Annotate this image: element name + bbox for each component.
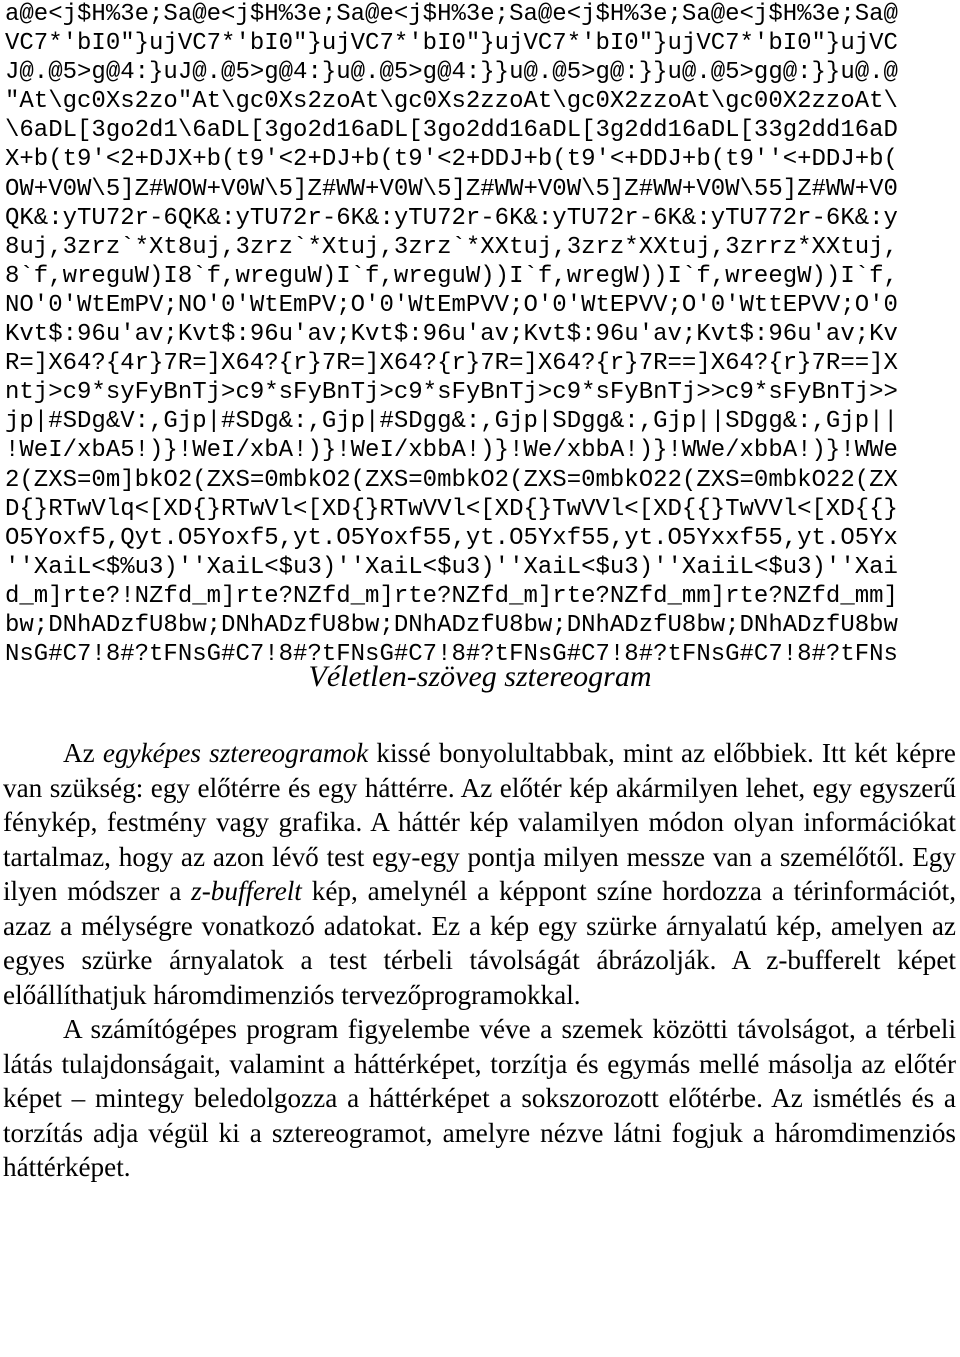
stereogram-line: jp|#SDg&V:,Gjp|#SDg&:,Gjp|#SDgg&:,Gjp|SDgg&:,Gjp||SDgg&:,Gjp|| — [5, 408, 898, 436]
stereogram-line: D{}RTwVlq<[XD{}RTwVl<[XD{}RTwVVl<[XD{}TwVVl<[XD{{}TwVVl<[XD{{} — [5, 495, 898, 523]
body-text — [3, 736, 956, 1185]
stereogram-line: NsG#C7!8#?tFNsG#C7!8#?tFNsG#C7!8#?tFNsG#C7!8#?tFNsG#C7!8#?tFNs — [5, 641, 898, 669]
stereogram-line: bw;DNhADzfU8bw;DNhADzfU8bw;DNhADzfU8bw;DNhADzfU8bw;DNhADzfU8bw — [5, 611, 898, 639]
stereogram-line: O5Yoxf5,Qyt.O5Yoxf5,yt.O5Yoxf55,yt.O5Yxf55,yt.O5Yxxf55,yt.O5Yx — [5, 524, 898, 552]
stereogram-line: ''XaiL<$%u3)''XaiL<$u3)''XaiL<$u3)''XaiL<$u3)''XaiiL<$u3)''Xai — [5, 553, 898, 581]
random-text-stereogram — [0, 0, 960, 669]
stereogram-line: NO'0'WtEmPV;NO'0'WtEmPV;O'0'WtEmPVV;O'0'WtEPVV;O'0'WttEPVV;O'0 — [5, 291, 898, 319]
emphasis-term: egyképes sztereogramok — [102, 738, 369, 768]
paragraph-text: kissé bonyolultabbak, mint az előbbiek. Itt két képre van szükség: egy előtérre és egy háttérre. Az előtér kép akármilyen lehet, egy egyszerű fénykép, festmény vagy grafika. A háttér kép valamilyen módon olyan információkat tartalmaz, hogy az azon lévő test egy-egy pontja milyen messze van a személőtől. Egy ilyen módszer a — [3, 738, 956, 906]
stereogram-line: \6aDL[3go2d1\6aDL[3go2d16aDL[3go2dd16aDL[3g2dd16aDL[33g2dd16aD — [5, 117, 898, 145]
stereogram-line: a@e<j$H%3e;Sa@e<j$H%3e;Sa@e<j$H%3e;Sa@e<j$H%3e;Sa@e<j$H%3e;Sa@ — [5, 1, 898, 28]
paragraph-text: kép, amelynél a képpont színe hordozza a térinformációt, azaz a mélységre vonatkozó adatokat. Ez a kép egy szürke árnyalatú kép, amelyen az egyes szürke árnyalatok a test térbeli távolságát ábrázolják. A z-bufferelt képet előállíthatjuk háromdimenziós tervezőprogramokkal. — [3, 876, 956, 1010]
stereogram-line: !WeI/xbA5!)}!WeI/xbA!)}!WeI/xbbA!)}!We/xbbA!)}!WWe/xbbA!)}!WWe — [5, 437, 898, 465]
paragraph-text: Az — [63, 738, 103, 768]
stereogram-line: X+b(t9'<2+DJX+b(t9'<2+DJ+b(t9'<2+DDJ+b(t9'<+DDJ+b(t9''<+DDJ+b( — [5, 146, 898, 174]
stereogram-line: QK&:yTU72r-6QK&:yTU72r-6K&:yTU72r-6K&:yTU72r-6K&:yTU772r-6K&:y — [5, 204, 898, 232]
stereogram-line: Kvt$:96u'av;Kvt$:96u'av;Kvt$:96u'av;Kvt$:96u'av;Kvt$:96u'av;Kv — [5, 321, 898, 349]
paragraph: A számítógépes program figyelembe véve a szemek közötti távolságot, a térbeli látás tulajdonságait, valamint a háttérképet, torzítja és egymás mellé másolja az előtér képet – mintegy beledolgozza a háttérképet a sokszorozott előtérbe. Az ismétlés és a torzítás adja végül ki a sztereogramot, amelyre nézve látni fogjuk a háromdimenziós háttérképet. — [3, 1014, 956, 1182]
stereogram-line: VC7*'bI0"}ujVC7*'bI0"}ujVC7*'bI0"}ujVC7*'bI0"}ujVC7*'bI0"}ujVC — [5, 30, 898, 58]
stereogram-line: d_m]rte?!NZfd_m]rte?NZfd_m]rte?NZfd_m]rte?NZfd_mm]rte?NZfd_mm] — [5, 582, 898, 610]
emphasis-term: z-bufferelt — [191, 876, 302, 906]
figure-caption: Véletlen-szöveg sztereogram — [308, 660, 652, 693]
stereogram-line: J@.@5>g@4:}uJ@.@5>g@4:}u@.@5>g@4:}}u@.@5>g@:}}u@.@5>gg@:}}u@.@ — [5, 59, 898, 87]
stereogram-line: 8uj,3zrz`*Xt8uj,3zrz`*Xtuj,3zrz`*XXtuj,3zrz*XXtuj,3zrrz*XXtuj, — [5, 233, 898, 261]
stereogram-line: 8`f,wreguW)I8`f,wreguW)I`f,wreguW))I`f,wregW))I`f,wreegW))I`f, — [5, 262, 898, 290]
stereogram-line: ntj>c9*syFyBnTj>c9*sFyBnTj>c9*sFyBnTj>c9*sFyBnTj>>c9*sFyBnTj>> — [5, 379, 898, 407]
stereogram-line: 2(ZXS=0m]bkO2(ZXS=0mbkO2(ZXS=0mbkO2(ZXS=0mbkO22(ZXS=0mbkO22(ZX — [5, 466, 898, 494]
paragraph — [3, 736, 956, 1012]
stereogram-line: R=]X64?{4r}7R=]X64?{r}7R=]X64?{r}7R=]X64?{r}7R==]X64?{r}7R==]X — [5, 350, 898, 378]
stereogram-line: OW+V0W\5]Z#WOW+V0W\5]Z#WW+V0W\5]Z#WW+V0W\5]Z#WW+V0W\55]Z#WW+V0 — [5, 175, 898, 203]
stereogram-line: "At\gc0Xs2zo"At\gc0Xs2zoAt\gc0Xs2zzoAt\gc0X2zzoAt\gc00X2zzoAt\ — [5, 88, 898, 116]
